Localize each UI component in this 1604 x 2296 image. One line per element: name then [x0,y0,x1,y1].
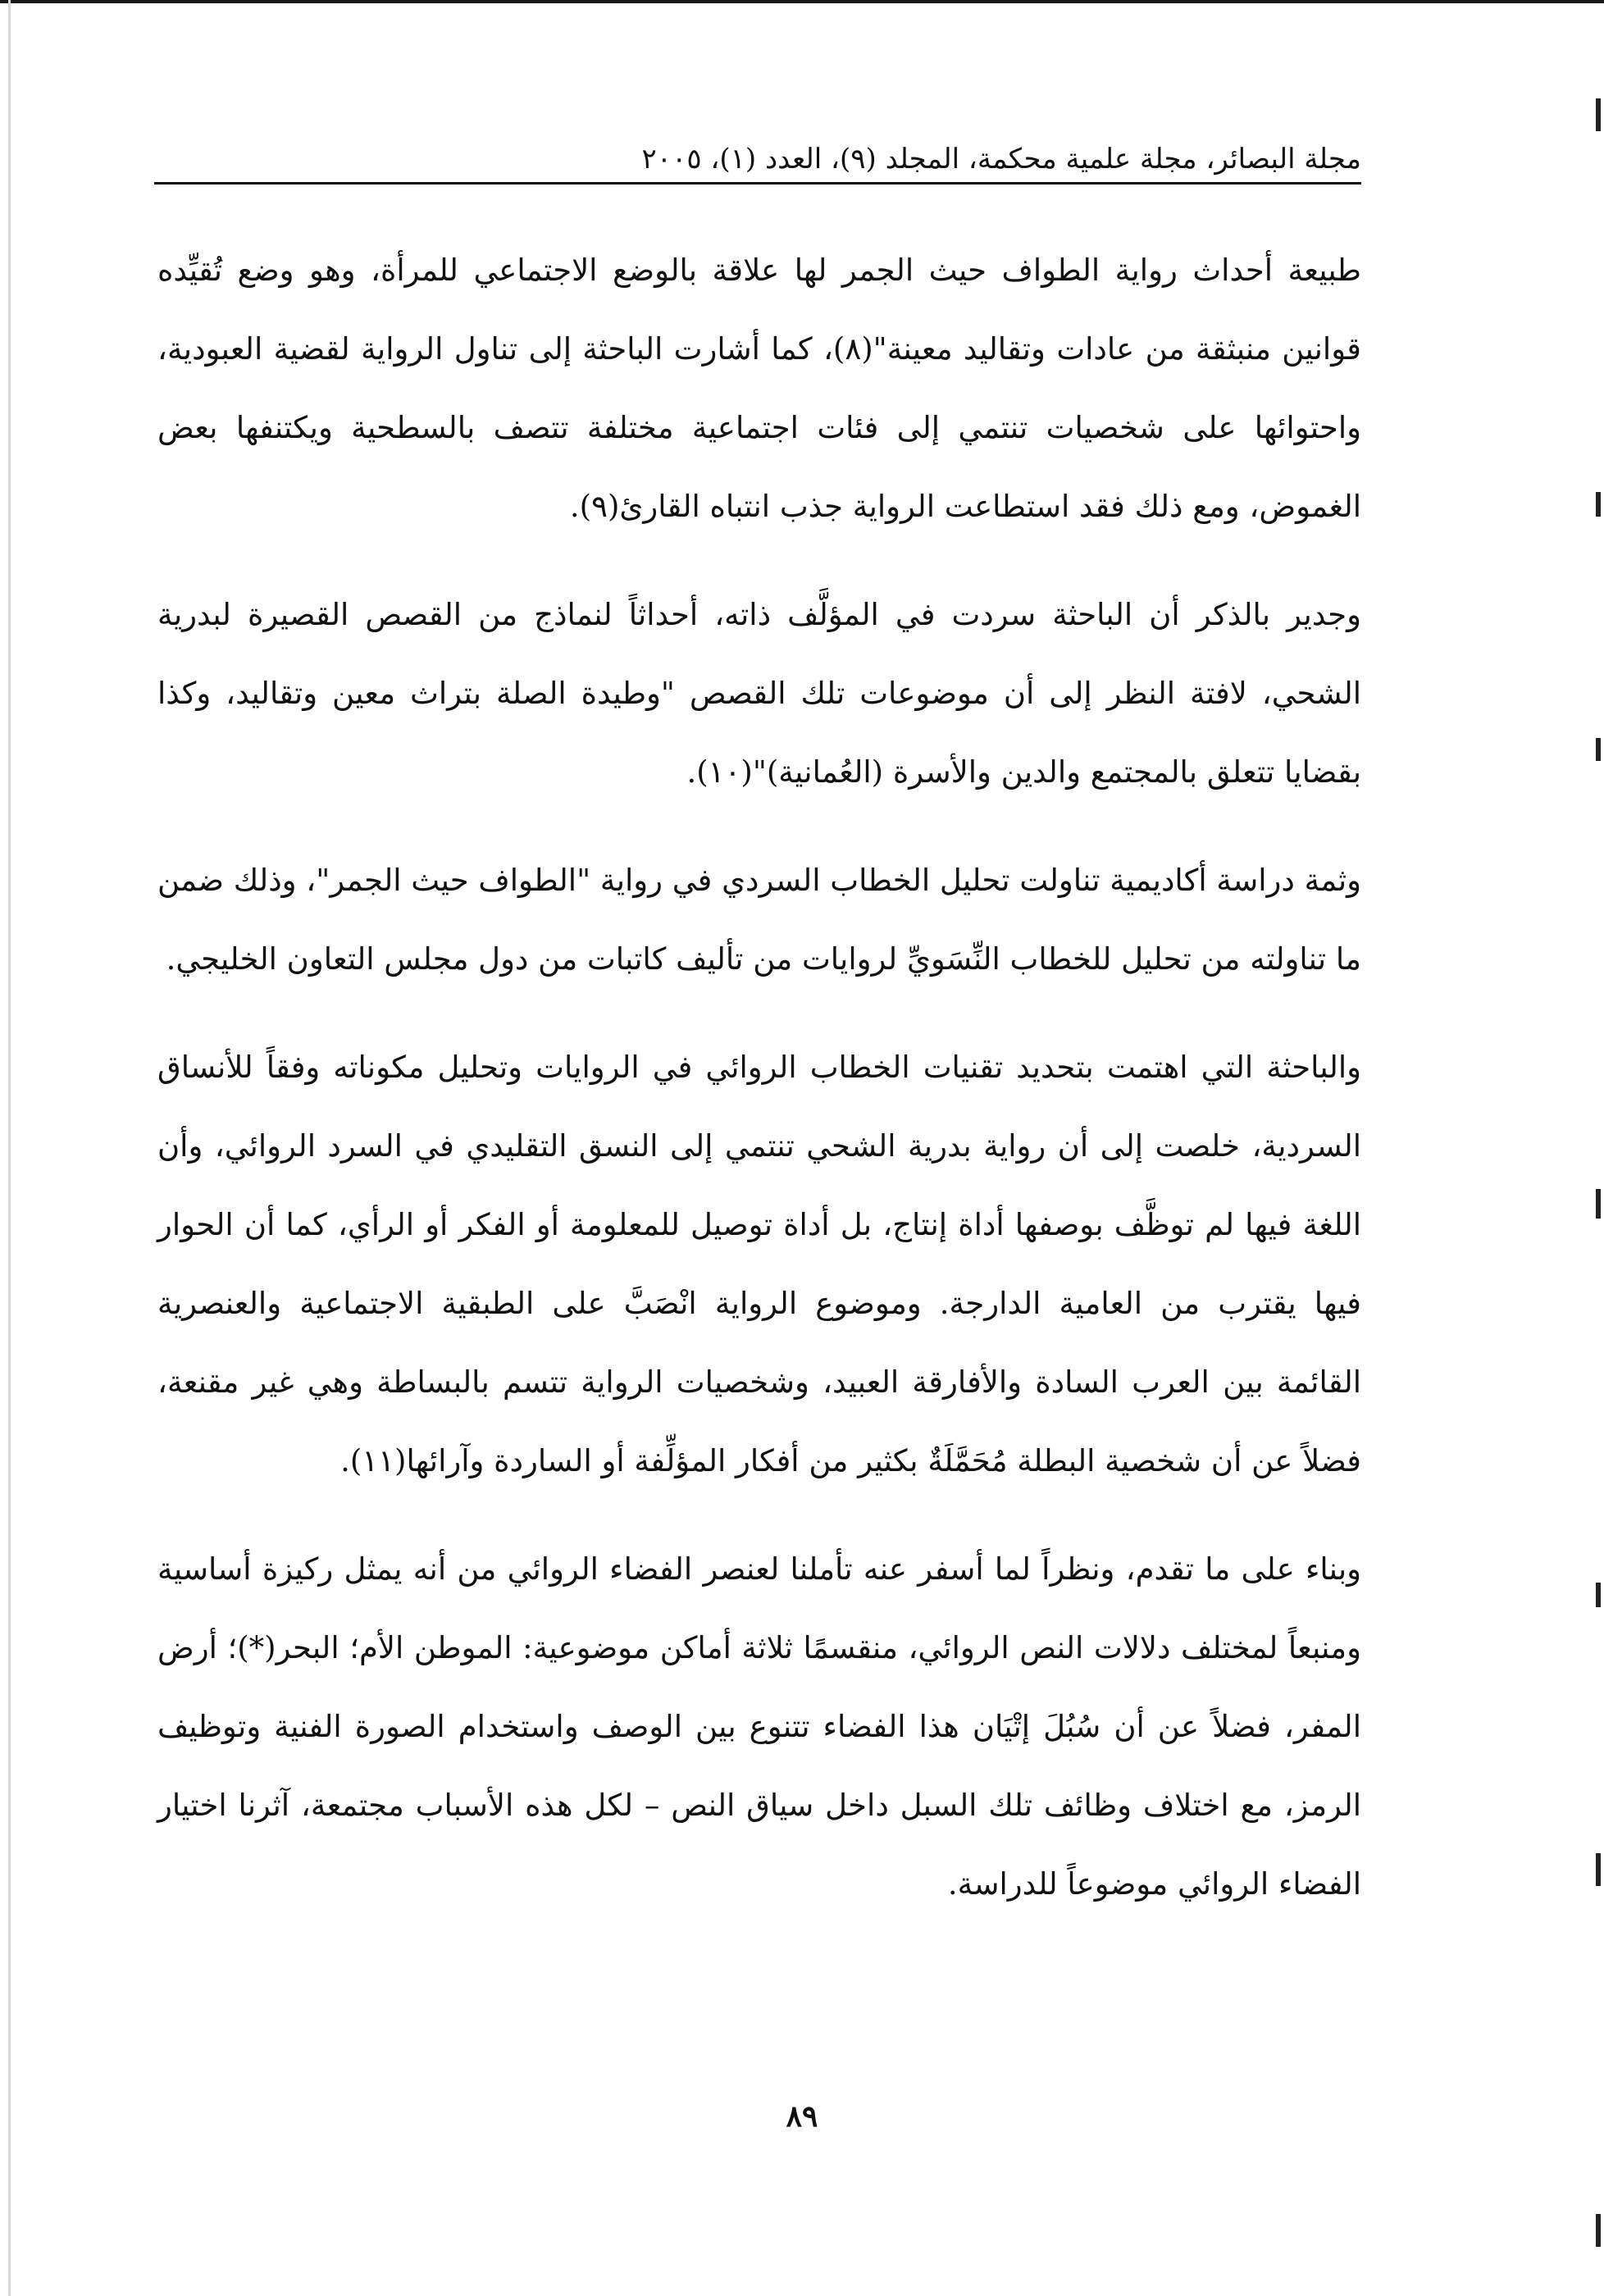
paragraph: والباحثة التي اهتمت بتحديد تقنيات الخطاب الروائي في الروايات وتحليل مكوناته وفقاً للأنساق السردية، خلصت إلى أن رواية بدرية الشحي تنتمي إلى النسق التقليدي في السرد الروائي، وأن اللغة فيها لم توظَّف بوصفها أداة إنتاج، بل أداة توصيل للمعلومة أو الفكر أو الرأي، كما أن الحوار فيها يقترب من العامية الدارجة. وموضوع الرواية انْصَبَّ على الطبقية الاجتماعية والعنصرية القائمة بين العرب السادة والأفارقة العبيد، وشخصيات الرواية تتسم بالبساطة وهي غير مقنعة، فضلاً عن أن شخصية البطلة مُحَمَّلَةٌ بكثير من أفكار المؤلِّفة أو الساردة وآرائها(١١). [157,1050,1362,1478]
paragraph: وبناء على ما تقدم، ونظراً لما أسفر عنه تأملنا لعنصر الفضاء الروائي من أنه يمثل ركيزة أساسية ومنبعاً لمختلف دلالات النص الروائي، منقسمًا ثلاثة أماكن موضوعية: الموطن الأم؛ البحر(*)؛ أرض المفر، فضلاً عن أن سُبُلَ إتْيَان هذا الفضاء تتنوع بين الوصف واستخدام الصورة الفنية وتوظيف الرمز، مع اختلاف وظائف تلك السبل داخل سياق النص – لكل هذه الأسباب مجتمعة، آثرنا اختيار الفضاء الروائي موضوعاً للدراسة. [157,1551,1361,1902]
scan-edge-mark [1596,1583,1601,1607]
top-scan-edge [0,0,1604,3]
running-header: مجلة البصائر، مجلة علمية محكمة، المجلد (٩)، العدد (١)، ٢٠٠٥ [641,143,1361,175]
paragraph: طبيعة أحداث رواية الطواف حيث الجمر لها علاقة بالوضع الاجتماعي للمرأة، وهو وضع تُقيِّده قوانين منبثقة من عادات وتقاليد معينة"(٨)، كما أشارت الباحثة إلى تناول الرواية لقضية العبودية، واحتوائها على شخصيات تنتمي إلى فئات اجتماعية مختلفة تتصف بالسطحية ويكتنفها بعض الغموض، ومع ذلك فقد استطاعت الرواية جذب انتباه القارئ(٩). [157,253,1361,524]
scan-edge-mark [1596,492,1601,517]
scan-edge-mark [1596,1189,1601,1219]
scan-edge-mark [1596,1853,1601,1886]
paragraph: وجدير بالذكر أن الباحثة سردت في المؤلَّف ذاته، أحداثاً لنماذج من القصص القصيرة لبدرية الشحي، لافتة النظر إلى أن موضوعات تلك القصص "وطيدة الصلة بتراث معين وتقاليد، وكذا بقضايا تتعلق بالمجتمع والدين والأسرة (العُمانية)"(١٠). [157,597,1361,790]
body-text [157,231,1361,1924]
scan-edge-mark [1596,738,1601,761]
scan-edge-mark [1596,98,1601,131]
header-rule [154,182,1361,184]
paragraph: وثمة دراسة أكاديمية تناولت تحليل الخطاب السردي في رواية "الطواف حيث الجمر"، وذلك ضمن ما تناولته من تحليل للخطاب النِّسَويِّ لروايات من تأليف كاتبات من دول مجلس التعاون الخليجي. [157,863,1361,977]
page-number: ٨٩ [786,2099,818,2134]
left-scan-edge [8,0,11,2296]
scan-edge-mark [1596,2214,1601,2247]
